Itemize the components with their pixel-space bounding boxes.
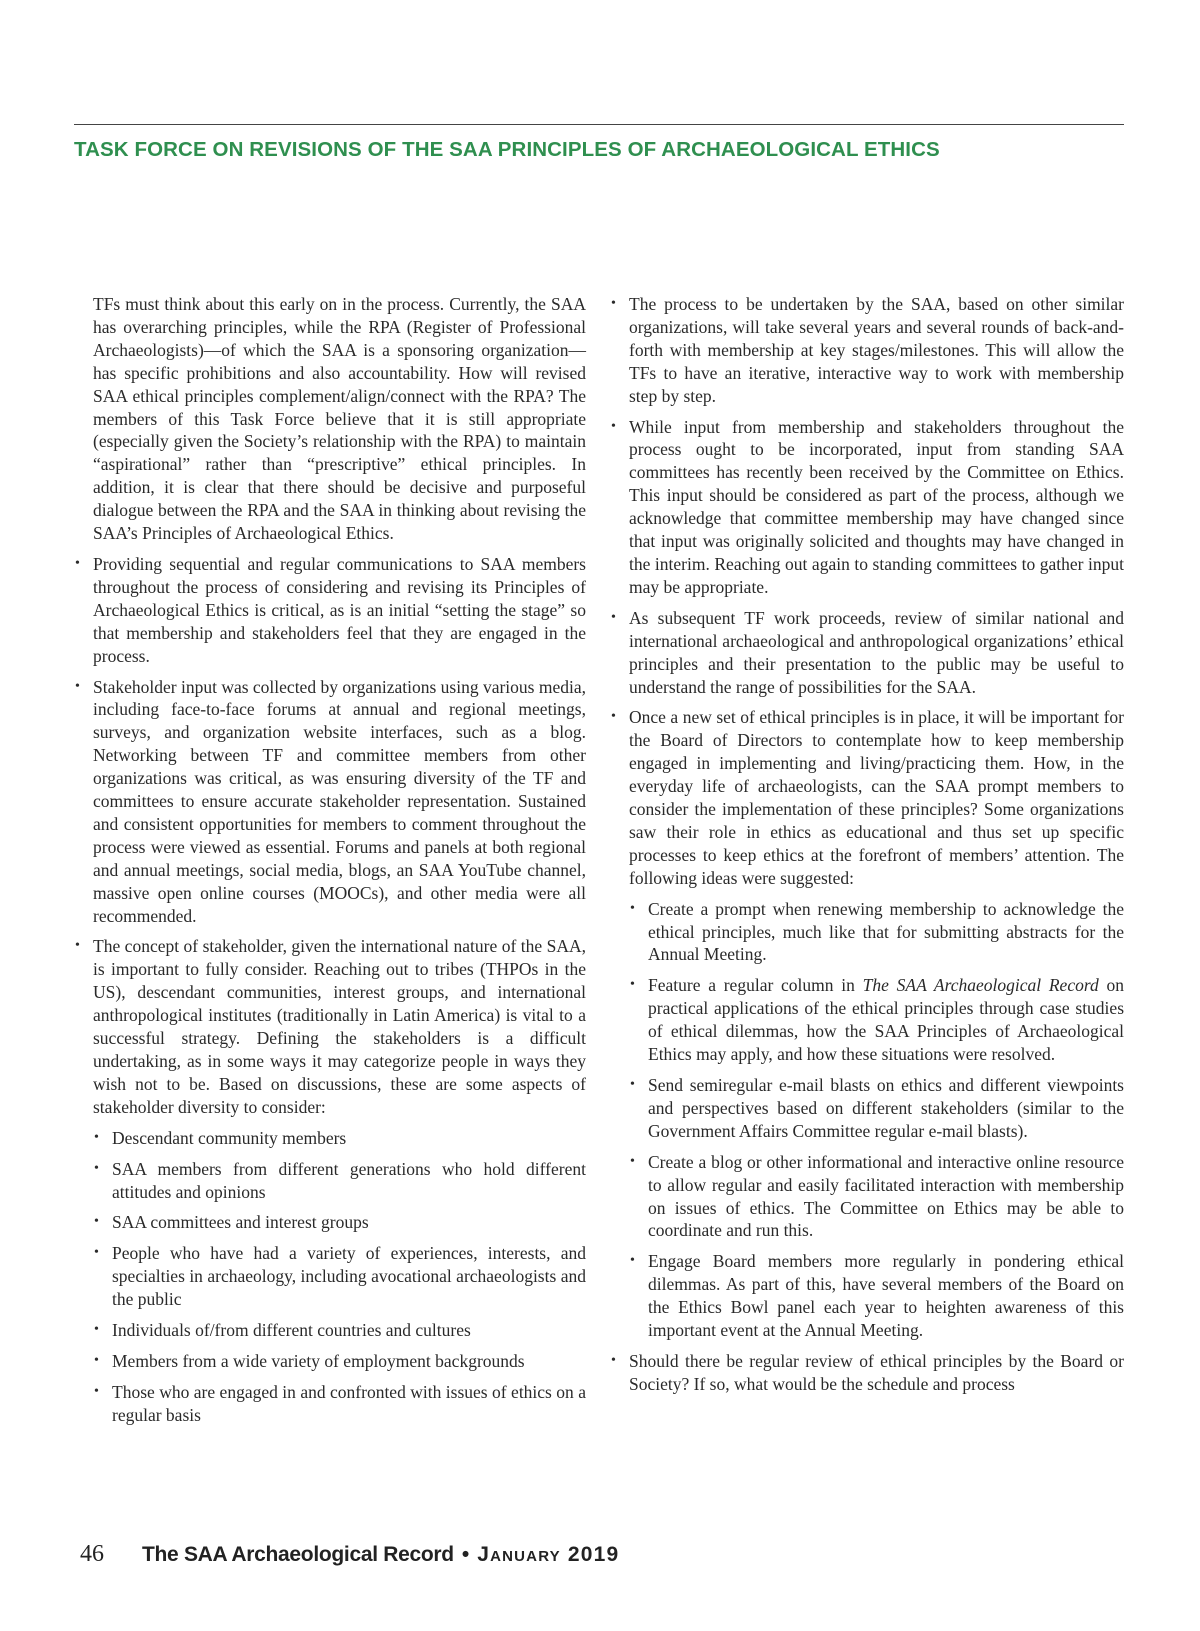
idea-item (629, 1250, 1124, 1342)
bullet-icon: • (611, 1352, 616, 1368)
bullet-icon: • (611, 609, 616, 625)
list-item (610, 293, 1124, 408)
list-item-text: Stakeholder input was collected by organizations using various media, including face-to-face forums at annual and regional meetings, surveys, and organization website interfaces, such as a blog. Networking between TF and committee members from other organizations was critical, as was ensuring diversity of the TF and committees to ensure accurate stakeholder representation. Sustained and consistent opportunities for members to comment throughout the process were viewed as essential. Forums and panels at both regional and annual meetings, social media, blogs, an SAA YouTube channel, massive open online courses (MOOCs), and other media were all recommended. (93, 676, 586, 926)
publication-name: The SAA Archaeological Record (142, 1543, 454, 1566)
stakeholder-item (93, 1127, 586, 1150)
list-item-text: Once a new set of ethical principles is in place, it will be important for the Board of Directors to contemplate how to keep membership engaged in implementing and living/practicing them. How, in the everyday life of archaeologists, can the SAA prompt members to consider the implementation of these principles? Some organizations saw their role in ethics as educational and thus set up specific processes to keep ethics at the forefront of members’ attention. The following ideas were suggested: (629, 707, 1124, 888)
bullet-icon: • (94, 1245, 99, 1261)
stakeholder-list (93, 1127, 586, 1427)
idea-item (629, 974, 1124, 1066)
bullet-icon: • (611, 418, 616, 434)
stakeholder-item-text: Members from a wide variety of employment backgrounds (112, 1350, 525, 1371)
bullet-icon: • (630, 1153, 635, 1169)
bullet-icon: • (75, 938, 80, 954)
stakeholder-item-text: People who have had a variety of experiences, interests, and specialties in archaeology, including avocational archaeologists and the public (112, 1243, 586, 1310)
page-title: TASK FORCE ON REVISIONS OF THE SAA PRINCIPLES OF ARCHAEOLOGICAL ETHICS (74, 138, 940, 161)
bullet-icon: • (630, 1077, 635, 1092)
list-item (610, 607, 1124, 699)
stakeholder-item (93, 1158, 586, 1204)
list-item (74, 553, 586, 668)
idea-item-text: Send semiregular e-mail blasts on ethics and different viewpoints and perspectives based on different stakeholders (similar to the Government Affairs Committee regular e-mail blasts). (648, 1075, 1124, 1141)
list-item-text: The process to be undertaken by the SAA, based on other similar organizations, will take several years and several rounds of back-and-forth with membership at key stages/milestones. This will allow the TFs to have an iterative, interactive way to work with membership step by step. (629, 294, 1124, 406)
publication-title-italic: The SAA Archaeological Record (862, 975, 1099, 996)
page-number: 46 (80, 1541, 104, 1567)
idea-item-text: Create a prompt when renewing membership to acknowledge the ethical principles, much like that for submitting abstracts for the Annual Meeting. (648, 898, 1124, 965)
bullet-icon: • (94, 1322, 99, 1338)
list-item (74, 676, 586, 928)
idea-item (629, 898, 1124, 967)
list-item-text: Should there be regular review of ethical principles by the Board or Society? If so, what would be the schedule and process (629, 1350, 1124, 1394)
bullet-icon: • (94, 1383, 99, 1399)
issue-date: January 2019 (477, 1543, 620, 1566)
stakeholder-item (93, 1211, 586, 1234)
bullet-icon: • (611, 709, 616, 725)
list-item (610, 706, 1124, 1342)
bullet-icon: • (630, 900, 635, 916)
bullet-icon: • (611, 296, 616, 311)
stakeholder-item-text: Individuals of/from different countries and cultures (112, 1320, 471, 1341)
stakeholder-item-text: Descendant community members (112, 1127, 347, 1148)
right-bullet-list (610, 293, 1124, 1396)
stakeholder-item (93, 1319, 586, 1342)
list-item (610, 1350, 1124, 1396)
list-item (74, 935, 586, 1426)
left-bullet-list (74, 553, 586, 1427)
lead-paragraph: TFs must think about this early on in the process. Currently, the SAA has overarching principles, while the RPA (Register of Professional Archaeologists)—of which the SAA is a sponsoring organization—has specific prohibitions and also accountability. How will revised SAA ethical principles complement/align/connect with the RPA? The members of this Task Force believe that it is still appropriate (especially given the Society’s relationship with the RPA) to maintain “aspirational” rather than “prescriptive” ethical principles. In addition, it is clear that there should be decisive and purposeful dialogue between the RPA and the SAA in thinking about revising the SAA’s Principles of Archaeological Ethics. (93, 294, 586, 544)
bullet-icon: • (75, 555, 80, 571)
idea-item-text-end: on practical applications of the ethical principles through case studies of ethical dilemmas, how the SAA Principles of Archaeological Ethics may apply, and how these situations were resolved. (648, 975, 1125, 1065)
stakeholder-item (93, 1381, 586, 1427)
stakeholder-item-text: SAA members from different generations who hold different attitudes and opinions (112, 1158, 586, 1202)
bullet-icon: • (630, 1253, 635, 1269)
idea-item-text: Create a blog or other informational and interactive online resource to allow regular and easily facilitated interaction with membership on issues of ethics. The Committee on Ethics may be able to coordinate and run this. (648, 1151, 1124, 1241)
ideas-list (629, 898, 1124, 1342)
bullet-icon: • (630, 977, 635, 993)
idea-item (629, 1151, 1124, 1243)
stakeholder-item-text: SAA committees and interest groups (112, 1212, 369, 1233)
idea-item-text-start: Feature a regular column in (648, 975, 863, 996)
list-item-text: The concept of stakeholder, given the international nature of the SAA, is important to fully consider. Reaching out to tribes (THPOs in the US), descendant communities, interest groups, and international anthropological institutes (traditionally in Latin America) is vital to a successful strategy. Defining the stakeholders is a difficult undertaking, as in some ways it may categorize people in ways they wish not to be. Based on discussions, these are some aspects of stakeholder diversity to consider: (93, 936, 586, 1117)
list-item-text: While input from membership and stakeholders throughout the process ought to be incorporated, input from standing SAA committees has recently been received by the Committee on Ethics. This input should be considered as part of the process, although we acknowledge that committee membership may have changed since that input was originally solicited and thoughts may have changed in the interim. Reaching out again to standing committees to gather input may be appropriate. (629, 416, 1124, 597)
stakeholder-item-text: Those who are engaged in and confronted with issues of ethics on a regular basis (112, 1381, 586, 1425)
page-footer (80, 1541, 619, 1568)
bullet-icon: • (94, 1129, 99, 1145)
bullet-icon: • (94, 1160, 99, 1176)
right-column (610, 293, 1124, 1404)
header-rule (74, 124, 1124, 125)
left-column (74, 293, 586, 1435)
stakeholder-item (93, 1242, 586, 1311)
bullet-icon: • (75, 678, 80, 694)
bullet-icon: • (94, 1214, 99, 1230)
list-item-text: Providing sequential and regular communications to SAA members throughout the process of considering and revising its Principles of Archaeological Ethics is critical, as is an initial “setting the stage” so that membership and stakeholders feel that they are engaged in the process. (93, 553, 586, 666)
list-item (610, 416, 1124, 599)
list-item-text: As subsequent TF work proceeds, review of similar national and international archaeological and anthropological organizations’ ethical principles and their presentation to the public may be useful to understand the range of possibilities for the SAA. (629, 607, 1124, 697)
idea-item (629, 1074, 1124, 1143)
bullet-icon: • (94, 1352, 99, 1368)
idea-item-text: Engage Board members more regularly in pondering ethical dilemmas. As part of this, have several members of the Board on the Ethics Bowl panel each year to heighten awareness of this important event at the Annual Meeting. (648, 1251, 1124, 1341)
footer-separator: • (461, 1543, 470, 1566)
stakeholder-item (93, 1350, 586, 1373)
